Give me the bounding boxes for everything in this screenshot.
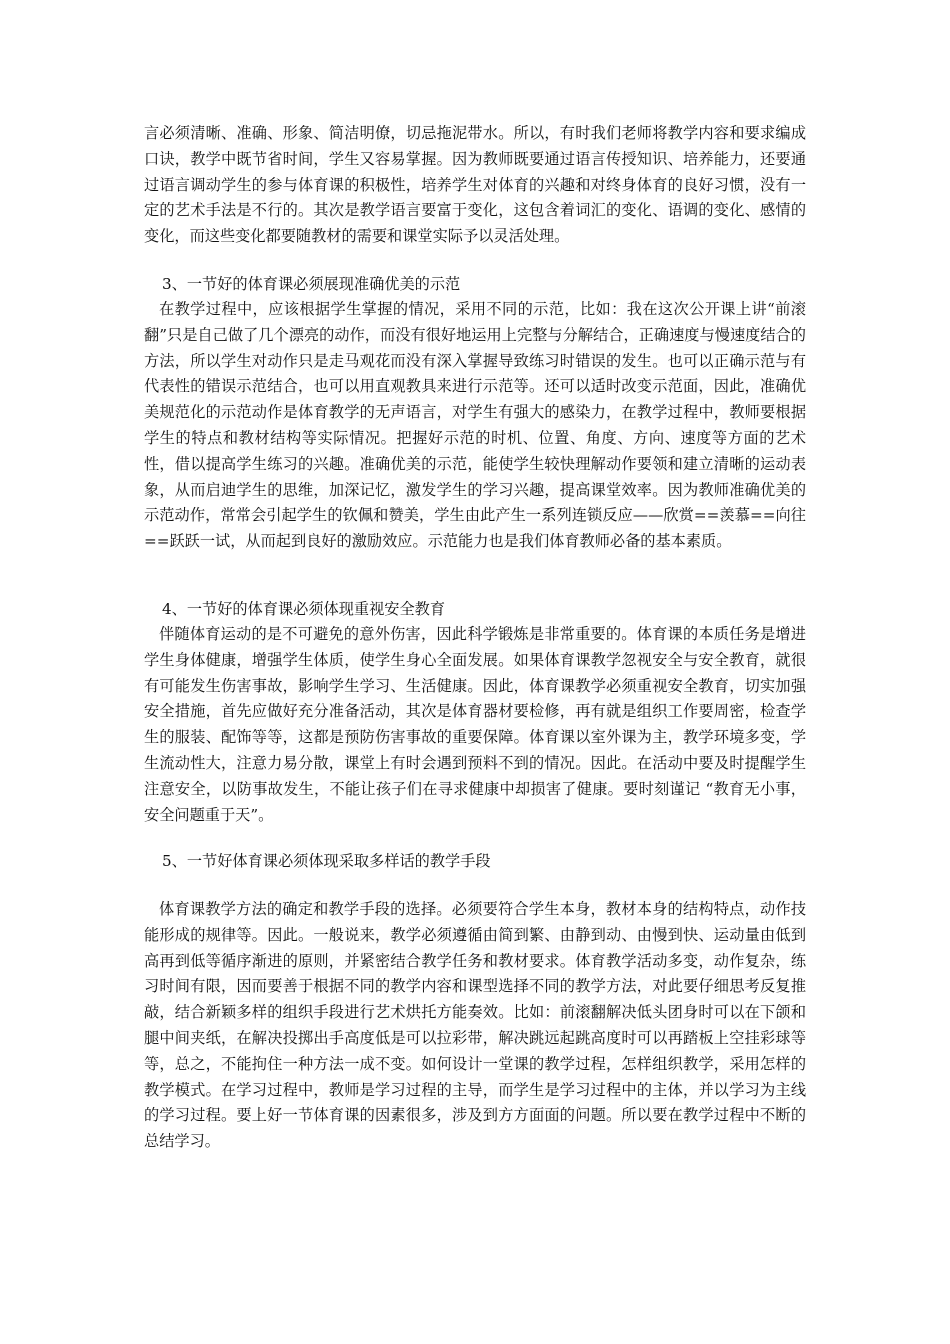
section-heading-3: 3、一节好的体育课必须展现准确优美的示范 (162, 275, 461, 293)
paragraph-language-art: 言必须清晰、准确、形象、简洁明僚，切忌拖泥带水。所以，有时我们老师将教学内容和要求编成口诀，教学中既节省时间，学生又容易掌握。因为教师既要通过语言传授知识、培养能力，还要通过语言调动学生的参与体育课的积极性，培养学生对体育的兴趣和对终身体育的良好习惯，没有一定的艺术手法是不行的。其次是教学语言要富于变化，这包含着词汇的变化、语调的变化、感情的变化，而这些变化都要随教材的需要和课堂实际予以灵活处理。 (144, 124, 806, 246)
section-heading-4: 4、一节好的体育课必须体现重视安全教育 (162, 600, 446, 618)
section-heading-5: 5、一节好体育课必须体现采取多样话的教学手段 (162, 852, 491, 870)
paragraph-safety-education: 伴随体育运动的是不可避免的意外伤害，因此科学锻炼是非常重要的。体育课的本质任务是增进学生身体健康，增强学生体质，使学生身心全面发展。如果体育课教学忽视安全与安全教育，就很有可能发生伤害事故，影响学生学习、生活健康。因此，体育课教学必须重视安全教育，切实加强安全措施，首先应做好充分准备活动，其次是体育器材要检修，再有就是组织工作要周密，检查学生的服装、配饰等等，这都是预防伤害事故的重要保障。体育课以室外课为主，教学环境多变，学生流动性大，注意力易分散，课堂上有时会遇到预料不到的情况。因此。在活动中要及时提醒学生注意安全，以防事故发生，不能让孩子们在寻求健康中却损害了健康。要时刻谨记 “教育无小事，安全问题重于天”。 (144, 625, 806, 824)
paragraph-demonstration: 在教学过程中，应该根据学生掌握的情况，采用不同的示范，比如：我在这次公开课上讲“前滚翻”只是自己做了几个漂亮的动作，而没有很好地运用上完整与分解结合，正确速度与慢速度结合的方法，所以学生对动作只是走马观花而没有深入掌握导致练习时错误的发生。也可以正确示范与有代表性的错误示范结合，也可以用直观教具来进行示范等。还可以适时改变示范面，因此，准确优美规范化的示范动作是体育教学的无声语言，对学生有强大的感染力，在教学过程中，教师要根据学生的特点和教材结构等实际情况。把握好示范的时机、位置、角度、方向、速度等方面的艺术性，借以提高学生练习的兴趣。准确优美的示范，能使学生较快理解动作要领和建立清晰的运动表象，从而启迪学生的思维，加深记忆，激发学生的学习兴趣，提高课堂效率。因为教师准确优美的示范动作，常常会引起学生的钦佩和赞美，学生由此产生一系列连锁反应——欣赏==羡慕==向往==跃跃一试，从而起到良好的激励效应。示范能力也是我们体育教师必备的基本素质。 (144, 300, 806, 551)
paragraph-teaching-methods: 体育课教学方法的确定和教学手段的选择。必须要符合学生本身，教材本身的结构特点，动作技能形成的规律等。因此。一般说来，教学必须遵循由简到繁、由静到动、由慢到快、运动量由低到高再到低等循序渐进的原则，并紧密结合教学任务和教材要求。体育教学活动多变，动作复杂，练习时间有限，因而要善于根据不同的教学内容和课型选择不同的教学方法，对此要仔细思考反复推敲，结合新颖多样的组织手段进行艺术烘托方能奏效。比如：前滚翻解决低头团身时可以在下颌和腿中间夹纸，在解决投掷出手高度低是可以拉彩带，解决跳远起跳高度时可以再踏板上空挂彩球等等，总之，不能拘住一种方法一成不变。如何设计一堂课的教学过程，怎样组织教学，采用怎样的教学模式。在学习过程中，教师是学习过程的主导，而学生是学习过程中的主体，并以学习为主线的学习过程。要上好一节体育课的因素很多，涉及到方方面面的问题。所以要在教学过程中不断的总结学习。 (144, 900, 806, 1151)
